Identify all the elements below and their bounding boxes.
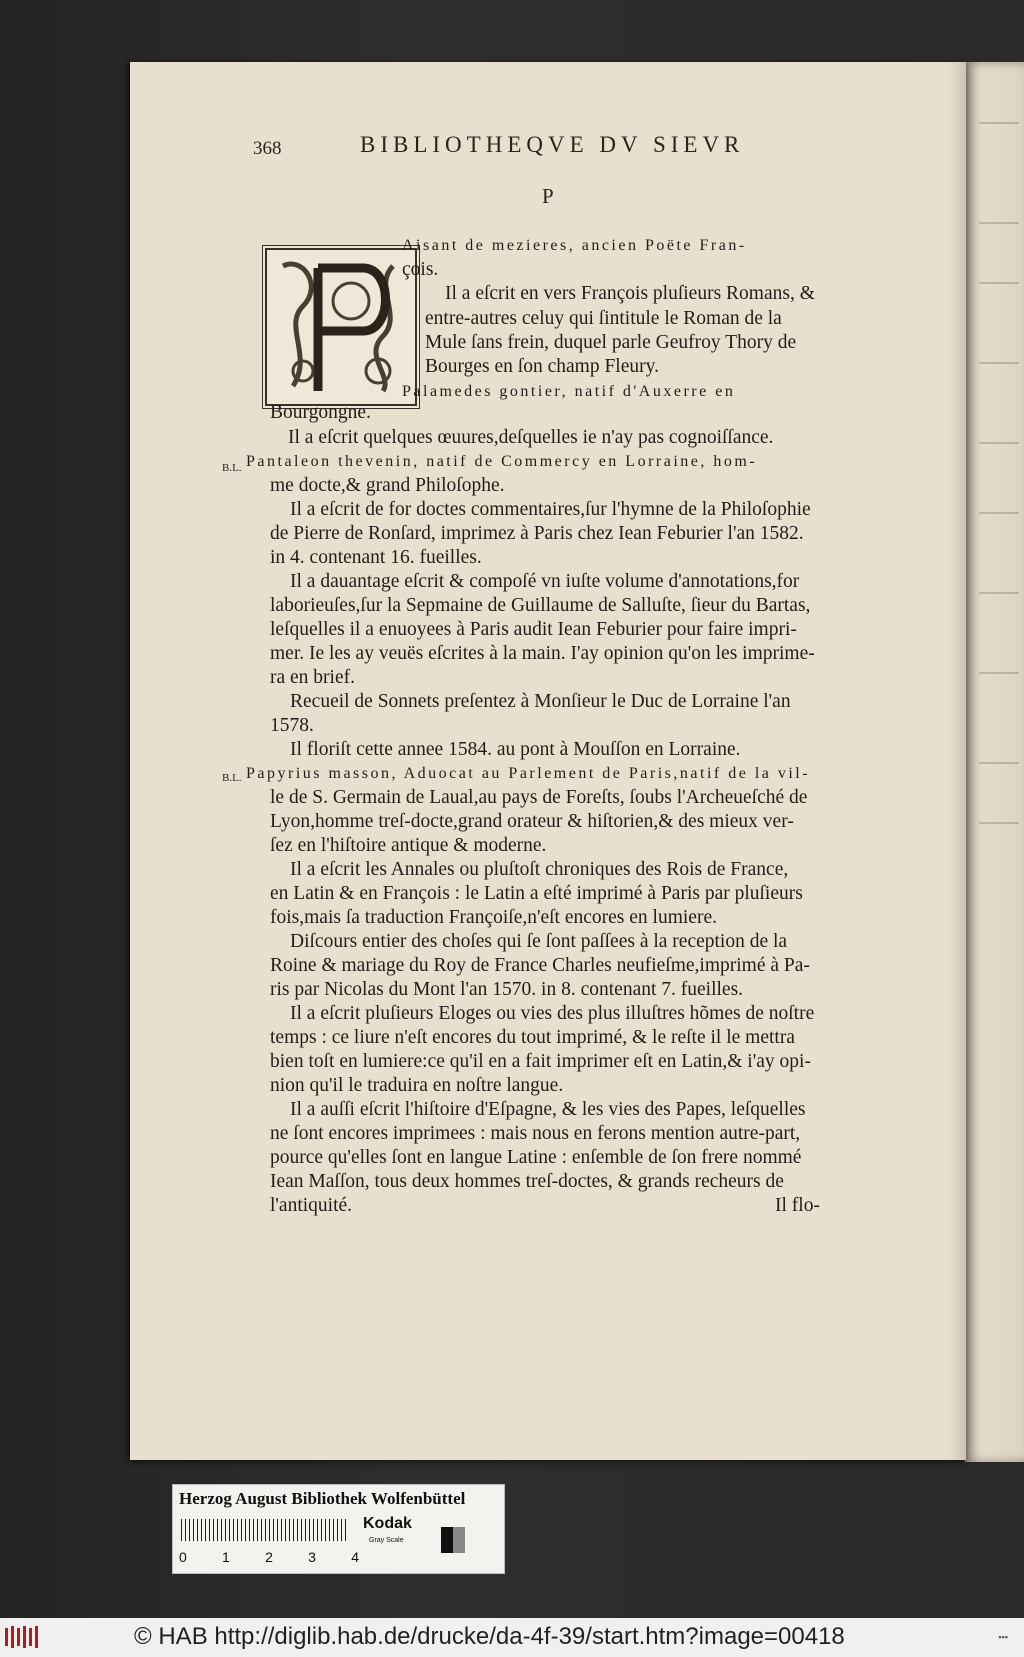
text-line: Il a eſcrit les Annales ou pluſtoſt chroniques des Rois de France, [290,859,789,880]
text-line: laborieuſes,ſur la Sepmaine de Guillaume de Salluſte, ſieur du Bartas, [270,595,811,616]
text-line: ris par Nicolas du Mont l'an 1570. in 8. contenant 7. fueilles. [270,979,744,1000]
text-line: in 4. contenant 16. fueilles. [270,547,482,568]
ruler-scale [181,1519,349,1541]
text-line: ne ſont encores imprimees : mais nous en ferons mention autre-part, [270,1123,801,1144]
text-line: Roine & mariage du Roy de France Charles neufieſme,imprimé à Pa- [270,955,810,976]
ruler-number: 2 [265,1549,273,1565]
section-letter: P [542,184,554,208]
ruler-number: 3 [308,1549,316,1565]
text-line: Il a eſcrit quelques œuures,deſquelles ie n'ay pas cognoiſſance. [288,427,774,448]
ruler-number: 0 [179,1549,187,1565]
footer-bar [0,1618,1024,1657]
decorated-initial-icon [262,245,420,409]
text-line: Pantaleon thevenin, natif de Commercy en Lorraine, hom- [246,453,758,470]
margin-mark: B.L. [222,462,242,474]
text-line: mer. Ie les ay veuës eſcrites à la main. I'ay opinion qu'on les imprime- [270,643,815,664]
text-line: Bourgongne. [270,402,371,423]
book-page [130,62,966,1460]
hab-logo-icon [4,1624,44,1650]
text-line: bien toſt en lumiere:ce qu'il en a fait imprimer eſt en Latin,& i'ay opi- [270,1051,811,1072]
gray-patch [441,1527,465,1553]
text-line: Diſcours entier des choſes qui ſe ſont paſſees à la reception de la [290,931,788,952]
text-line: 1578. [270,715,314,736]
text-line: l'antiquité. [270,1195,353,1216]
text-line: ſez en l'hiſtoire antique & moderne. [270,835,547,856]
ruler-number: 4 [351,1549,359,1565]
source-link[interactable]: © HAB http://diglib.hab.de/drucke/da-4f-39/start.htm?image=00418 [134,1623,845,1650]
ruler-number: 1 [222,1549,230,1565]
text-line: çois. [402,259,439,280]
ruler-numbers [179,1549,359,1565]
text-line: Il floriſt cette annee 1584. au pont à Mouſſon en Lorraine. [290,739,741,760]
text-line: Il a auſſi eſcrit l'hiſtoire d'Eſpagne, & les vies des Papes, leſquelles [290,1099,806,1120]
running-head: BIBLIOTHEQVE DV SIEVR [360,132,745,157]
text-line: nion qu'il le traduira en noſtre langue. [270,1075,564,1096]
text-line: Papyrius masson, Aduocat au Parlement de Paris,natif de la vil- [246,765,811,782]
footer-mark: ▪▪▪ [998,1632,1008,1642]
text-line: Il a eſcrit de for doctes commentaires,ſur l'hymne de la Philoſophie [290,499,811,520]
text-line: Iean Maſſon, tous deux hommes treſ-doctes, & grands recheurs de [270,1171,784,1192]
margin-mark: B.L. [222,772,242,784]
text-line: le de S. Germain de Laual,au pays de Foreſts, ſoubs l'Archeueſché de [270,787,808,808]
text-line: Bourges en ſon champ Fleury. [425,356,659,377]
text-line: me docte,& grand Philoſophe. [270,475,505,496]
text-line: entre-autres celuy qui ſintitule le Roman de la [425,308,782,329]
text-line: pource qu'elles ſont en langue Latine : enſemble de ſon frere nommé [270,1147,802,1168]
text-line: de Pierre de Ronſard, imprimez à Paris chez Iean Feburier l'an 1582. [270,523,804,544]
page-number: 368 [253,138,282,159]
text-line: Recueil de Sonnets preſentez à Monſieur le Duc de Lorraine l'an [290,691,791,712]
text-line: Il a eſcrit en vers François pluſieurs Romans, & [445,283,815,304]
text-line: leſquelles il a enuoyees à Paris audit Iean Feburier pour faire impri- [270,619,797,640]
gray-scale-label: Gray Scale [369,1537,404,1544]
text-line: en Latin & en François : le Latin a eſté imprimé à Paris par pluſieurs [270,883,803,904]
text-line: fois,mais ſa traduction Françoiſe,n'eſt encores en lumiere. [270,907,717,928]
color-reference-card [172,1484,505,1574]
text-line: Il a eſcrit pluſieurs Eloges ou vies des plus illuſtres hõmes de noſtre [290,1003,815,1024]
text-line: temps : ce liure n'eſt encores du tout imprimé, & le reſte il le mettra [270,1027,795,1048]
catchword: Il flo- [775,1195,820,1216]
text-line: Mule ſans frein, duquel parle Geufroy Thory de [425,332,797,353]
text-line: Il a dauantage eſcrit & compoſé vn iuſte volume d'annotations,for [290,571,800,592]
kodak-logo: Kodak [363,1515,412,1532]
facing-page-edge [965,62,1024,1462]
text-line: Palamedes gontier, natif d'Auxerre en [402,383,736,400]
library-name: Herzog August Bibliothek Wolfenbüttel [179,1489,466,1508]
text-line: ra en brief. [270,667,355,688]
text-line: Lyon,homme treſ-docte,grand orateur & hiſtorien,& des mieux ver- [270,811,794,832]
text-line: Aisant de mezieres, ancien Poëte Fran- [402,237,747,254]
